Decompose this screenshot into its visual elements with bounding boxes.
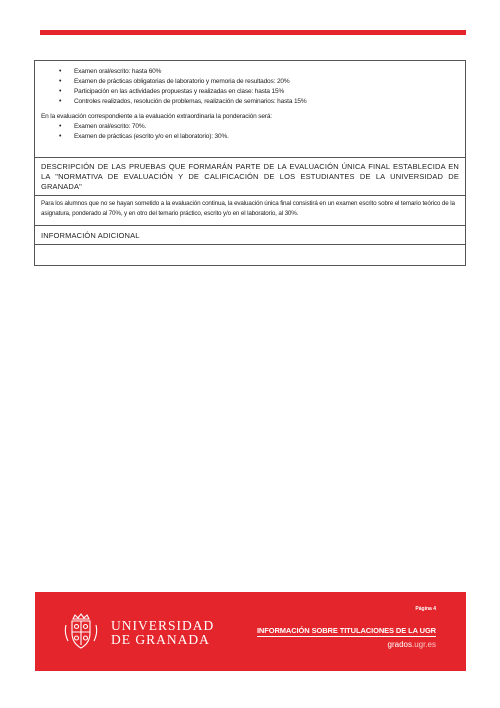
- criteria-list: [41, 67, 459, 107]
- grados-main-text: grados: [387, 640, 412, 649]
- additional-info-content: [35, 245, 465, 265]
- grados-site-link[interactable]: [388, 640, 436, 649]
- university-name-line2: DE GRANADA: [111, 632, 210, 647]
- evaluation-criteria-cell: [35, 61, 465, 158]
- evaluation-table: [34, 60, 466, 266]
- list-item: • Examen de prácticas obligatorias de laboratorio y memoria de resultados: 20%: [59, 77, 459, 87]
- header-accent-bar: [40, 30, 466, 35]
- university-crest-icon: [63, 613, 99, 651]
- additional-info-heading: INFORMACIÓN ADICIONAL: [35, 226, 465, 245]
- list-item: • Examen oral/escrito: 70%.: [59, 122, 459, 132]
- single-evaluation-heading: DESCRIPCIÓN DE LAS PRUEBAS QUE FORMARÁN PARTE DE LA EVALUACIÓN ÚNICA FINAL ESTABLECIDA EN LA "NORMATIVA DE EVALUACIÓN Y DE CALIFICACIÓN DE LOS ESTUDIANTES DE LA UNIVERSIDAD DE GRANADA": [35, 158, 465, 196]
- university-name-line1: UNIVERSIDAD: [111, 618, 215, 633]
- university-name: [111, 619, 214, 647]
- list-item: • Controles realizados, resolución de problemas, realización de seminarios: hasta 15%: [59, 97, 459, 107]
- titulaciones-info-link[interactable]: INFORMACIÓN SOBRE TITULACIONES DE LA UGR: [256, 626, 436, 635]
- list-item: • Examen de prácticas (escrito y/o en el laboratorio): 30%.: [59, 132, 459, 142]
- extraordinary-list: [41, 122, 459, 142]
- grados-domain-text: .ugr.es: [411, 640, 436, 649]
- list-item: • Participación en las actividades propuestas y realizadas en clase: hasta 15%: [59, 87, 459, 97]
- list-item: • Examen oral/escrito: hasta 60%: [59, 67, 459, 77]
- footer-banner: [35, 592, 466, 671]
- single-evaluation-text: Para los alumnos que no se hayan sometido a la evaluación continua, la evaluación única final consistirá en un examen escrito sobre el temario teórico de la asignatura, ponderado al 70%, y en otro del temario práctico, escrito y/o en el laboratorio, al 30%.: [35, 196, 465, 226]
- page-number: Página 4: [415, 606, 436, 612]
- extraordinary-intro: En la evaluación correspondiente a la evaluación extraordinaria la ponderación será:: [41, 113, 272, 120]
